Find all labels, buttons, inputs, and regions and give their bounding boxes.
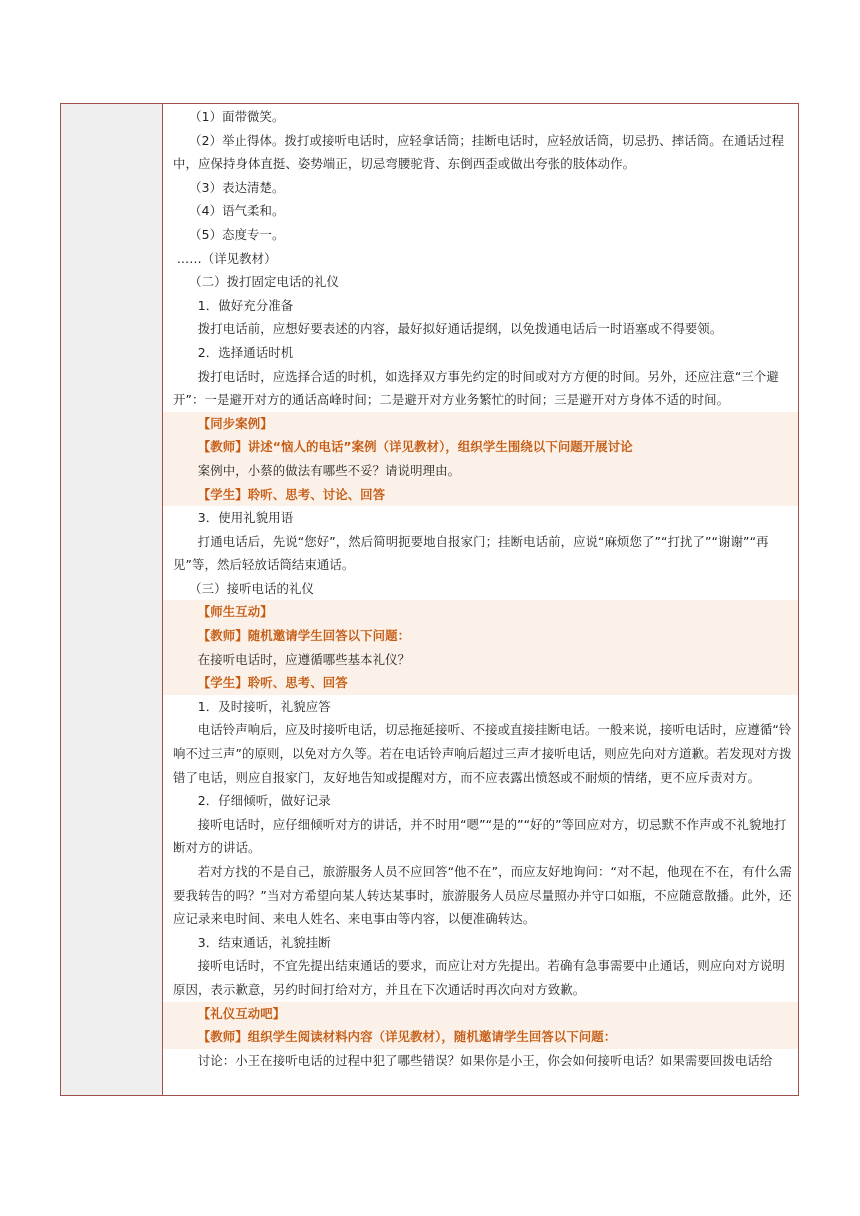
subheading: 1．做好充分准备 (197, 297, 294, 313)
section-heading: （三）接听电话的礼仪 (189, 580, 315, 596)
teacher-note: 【教师】讲述“恼人的电话”案例（详见教材），组织学生围绕以下问题开展讨论 (197, 439, 633, 455)
box-title: 【同步案例】 (197, 415, 273, 431)
paragraph: 接听电话时，不宜先提出结束通话的要求，而应让对方先提出。若确有急事需要中止通话，则应向对方说明原因，表示歉意，另约时间打给对方，并且在下次通话时再次向对方致歉。 (173, 958, 785, 997)
subheading: 3．结束通话，礼貌挂断 (197, 934, 331, 950)
section-heading: （二）拨打固定电话的礼仪 (189, 274, 339, 290)
teacher-note: 【教师】组织学生阅读材料内容（详见教材），随机邀请学生回答以下问题： (197, 1029, 617, 1045)
box-title: 【师生互动】 (197, 604, 273, 620)
subheading: 2．仔细倾听，做好记录 (197, 793, 331, 809)
paragraph: （4）语气柔和。 (189, 203, 285, 219)
paragraph: （1）面带微笑。 (189, 109, 285, 124)
etiquette-box (163, 1002, 798, 1049)
box-title: 【礼仪互动吧】 (197, 1005, 286, 1021)
interaction-box (163, 600, 798, 694)
question: 在接听电话时，应遵循哪些基本礼仪？ (197, 651, 411, 667)
paragraph: ……（详见教材） (176, 250, 277, 266)
lesson-table (60, 103, 799, 1096)
paragraph: 讨论：小王在接听电话的过程中犯了哪些错误？如果你是小王，你会如何接听电话？如果需要回拨电话给 (197, 1052, 773, 1068)
paragraph: 拨打电话时，应选择合适的时机，如选择双方事先约定的时间或对方方便的时间。另外，还应注意“三个避开”：一是避开对方的通话高峰时间；二是避开对方业务繁忙的时间；三是避开对方身体不适的时间。 (173, 368, 779, 408)
paragraph: 电话铃声响后，应及时接听电话，切忌拖延接听、不接或直接挂断电话。一般来说，接听电话时，应遵循“铃响不过三声”的原则，以免对方久等。若在电话铃声响后超过三声才接听电话，则应先向对方道歉。若发现对方拨错了电话，则应自报家门，友好地告知或提醒对方，而不应表露出愤怒或不耐烦的情绪，更不应斥责对方。 (173, 722, 792, 785)
paragraph: 若对方找的不是自己，旅游服务人员不应回答“他不在”，而应友好地询问：“对不起，他现在不在，有什么需要我转告的吗？”当对方希望向某人转达某事时，旅游服务人员应尽量照办并守口如瓶，不应随意散播。此外，还应记录来电时间、来电人姓名、来电事由等内容，以便准确转达。 (173, 864, 792, 927)
student-note: 【学生】聆听、思考、讨论、回答 (197, 486, 386, 502)
paragraph: （3）表达清楚。 (189, 179, 285, 195)
content-column (163, 104, 798, 1095)
teacher-note: 【教师】随机邀请学生回答以下问题： (197, 628, 411, 644)
paragraph: 接听电话时，应仔细倾听对方的讲话，并不时用“嗯”“是的”“好的”等回应对方，切忌默不作声或不礼貌地打断对方的讲话。 (173, 816, 787, 856)
paragraph: （5）态度专一。 (189, 226, 285, 242)
left-column (61, 104, 163, 1095)
paragraph: 打通电话后，先说“您好”，然后简明扼要地自报家门；挂断电话前，应说“麻烦您了”“打扰了”“谢谢”“再见”等，然后轻放话筒结束通话。 (173, 533, 769, 573)
student-note: 【学生】聆听、思考、回答 (197, 675, 348, 691)
question: 案例中，小蔡的做法有哪些不妥？请说明理由。 (197, 462, 461, 478)
subheading: 2．选择通话时机 (197, 344, 294, 360)
paragraph: 拨打电话前，应想好要表述的内容，最好拟好通话提纲，以免拨通电话后一时语塞或不得要领。 (197, 321, 723, 337)
subheading: 3．使用礼貌用语 (197, 510, 294, 526)
sync-case-box (163, 412, 798, 506)
paragraph: （2）举止得体。拨打或接听电话时，应轻拿话筒；挂断电话时，应轻放话筒，切忌扔、摔话筒。在通话过程中，应保持身体直挺、姿势端正，切忌弯腰驼背、东倒西歪或做出夸张的肢体动作。 (173, 132, 785, 172)
subheading: 1．及时接听，礼貌应答 (197, 698, 331, 714)
